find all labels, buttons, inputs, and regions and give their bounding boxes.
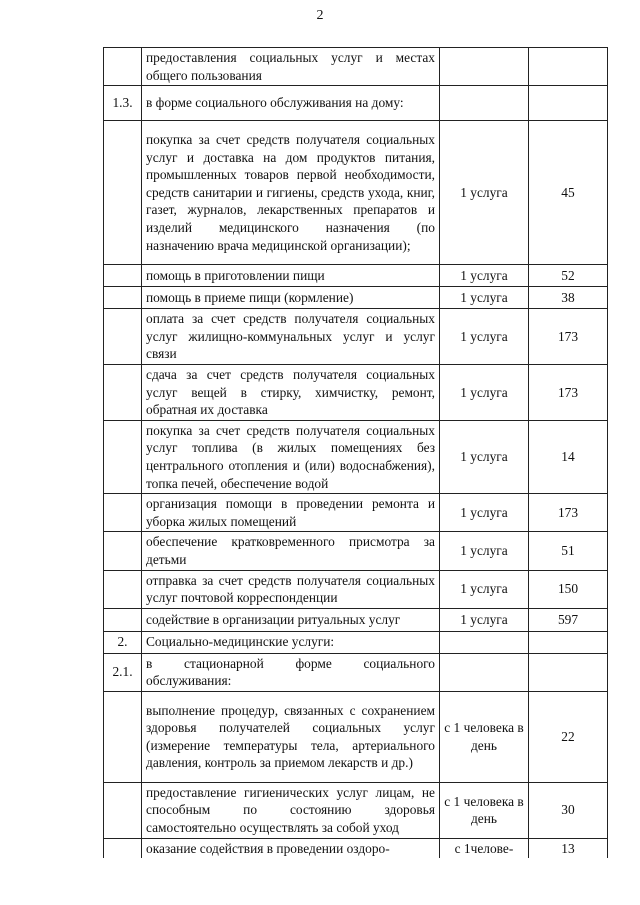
service-price bbox=[529, 653, 608, 691]
row-number bbox=[104, 121, 142, 265]
service-price: 38 bbox=[529, 287, 608, 309]
service-price: 150 bbox=[529, 570, 608, 608]
service-price bbox=[529, 86, 608, 121]
services-table bbox=[103, 47, 608, 858]
service-description: в форме социального обслуживания на дому: bbox=[142, 86, 440, 121]
service-price: 13 bbox=[529, 838, 608, 858]
row-number bbox=[104, 420, 142, 493]
service-unit: 1 услуга bbox=[440, 309, 529, 365]
service-description: оказание содействия в проведении оздоро- bbox=[142, 838, 440, 858]
service-price: 173 bbox=[529, 494, 608, 532]
service-unit: 1 услуга bbox=[440, 532, 529, 570]
service-price bbox=[529, 48, 608, 86]
service-description: покупка за счет средств получателя социальных услуг и доставка на дом продуктов питания, промышленных товаров первой необходимости, средств санитарии и гигиены, средств ухода, книг, газет, журналов, лекарственных препаратов и изделий медицинского назначения (по назначению врача медицинской организации); bbox=[142, 121, 440, 265]
service-description: обеспечение кратковременного присмотра за детьми bbox=[142, 532, 440, 570]
service-price: 51 bbox=[529, 532, 608, 570]
service-unit: 1 услуга bbox=[440, 570, 529, 608]
row-number bbox=[104, 782, 142, 838]
section-heading: Социально-медицинские услуги: bbox=[142, 631, 440, 653]
service-description: оплата за счет средств получателя социальных услуг жилищно-коммунальных услуг и услуг связи bbox=[142, 309, 440, 365]
row-number: 2. bbox=[104, 631, 142, 653]
table-row bbox=[104, 309, 608, 365]
table-row bbox=[104, 86, 608, 121]
service-price: 173 bbox=[529, 364, 608, 420]
table-row bbox=[104, 838, 608, 858]
service-unit: 1 услуга bbox=[440, 364, 529, 420]
page-number: 2 bbox=[316, 8, 324, 23]
service-unit: 1 услуга bbox=[440, 608, 529, 631]
row-number bbox=[104, 309, 142, 365]
row-number: 1.3. bbox=[104, 86, 142, 121]
service-description: сдача за счет средств получателя социальных услуг вещей в стирку, химчистку, ремонт, обратная их доставка bbox=[142, 364, 440, 420]
table-row bbox=[104, 265, 608, 287]
table-row bbox=[104, 691, 608, 782]
service-description: в стационарной форме социального обслуживания: bbox=[142, 653, 440, 691]
service-description: помощь в приеме пищи (кормление) bbox=[142, 287, 440, 309]
service-description: предоставления социальных услуг и местах общего пользования bbox=[142, 48, 440, 86]
service-unit bbox=[440, 653, 529, 691]
service-description: предоставление гигиенических услуг лицам, не способным по состоянию здоровья самостоятельно осуществлять за собой уход bbox=[142, 782, 440, 838]
service-unit: 1 услуга bbox=[440, 121, 529, 265]
row-number: 2.1. bbox=[104, 653, 142, 691]
row-number bbox=[104, 48, 142, 86]
service-price: 30 bbox=[529, 782, 608, 838]
row-number bbox=[104, 532, 142, 570]
service-unit bbox=[440, 86, 529, 121]
row-number bbox=[104, 287, 142, 309]
row-number bbox=[104, 608, 142, 631]
table-row bbox=[104, 420, 608, 493]
service-unit: 1 услуга bbox=[440, 494, 529, 532]
service-unit bbox=[440, 631, 529, 653]
service-description: выполнение процедур, связанных с сохранением здоровья получателей социальных услуг (измерение температуры тела, артериального давления, контроль за приемом лекарств и др.) bbox=[142, 691, 440, 782]
row-number bbox=[104, 265, 142, 287]
service-description: организация помощи в проведении ремонта и уборка жилых помещений bbox=[142, 494, 440, 532]
table-row bbox=[104, 494, 608, 532]
service-description: отправка за счет средств получателя социальных услуг почтовой корреспонденции bbox=[142, 570, 440, 608]
row-number bbox=[104, 494, 142, 532]
service-unit bbox=[440, 48, 529, 86]
table-row bbox=[104, 364, 608, 420]
service-price: 52 bbox=[529, 265, 608, 287]
table-row bbox=[104, 608, 608, 631]
service-price: 597 bbox=[529, 608, 608, 631]
table-row bbox=[104, 287, 608, 309]
service-price: 45 bbox=[529, 121, 608, 265]
service-price: 173 bbox=[529, 309, 608, 365]
table-row bbox=[104, 570, 608, 608]
row-number bbox=[104, 364, 142, 420]
table-row bbox=[104, 653, 608, 691]
table-row bbox=[104, 782, 608, 838]
table-row bbox=[104, 631, 608, 653]
service-description: помощь в приготовлении пищи bbox=[142, 265, 440, 287]
table-row bbox=[104, 48, 608, 86]
service-unit: с 1челове- bbox=[440, 838, 529, 858]
service-price: 14 bbox=[529, 420, 608, 493]
service-description: содействие в организации ритуальных услуг bbox=[142, 608, 440, 631]
row-number bbox=[104, 691, 142, 782]
table-row bbox=[104, 121, 608, 265]
row-number bbox=[104, 838, 142, 858]
service-price bbox=[529, 631, 608, 653]
row-number bbox=[104, 570, 142, 608]
table-row bbox=[104, 532, 608, 570]
service-price: 22 bbox=[529, 691, 608, 782]
service-unit: 1 услуга bbox=[440, 265, 529, 287]
service-unit: 1 услуга bbox=[440, 287, 529, 309]
service-description: покупка за счет средств получателя социальных услуг топлива (в жилых помещениях без центрального отопления и (или) водоснабжения), топка печей, обеспечение водой bbox=[142, 420, 440, 493]
service-unit: с 1 человека в день bbox=[440, 782, 529, 838]
service-unit: с 1 человека в день bbox=[440, 691, 529, 782]
service-unit: 1 услуга bbox=[440, 420, 529, 493]
